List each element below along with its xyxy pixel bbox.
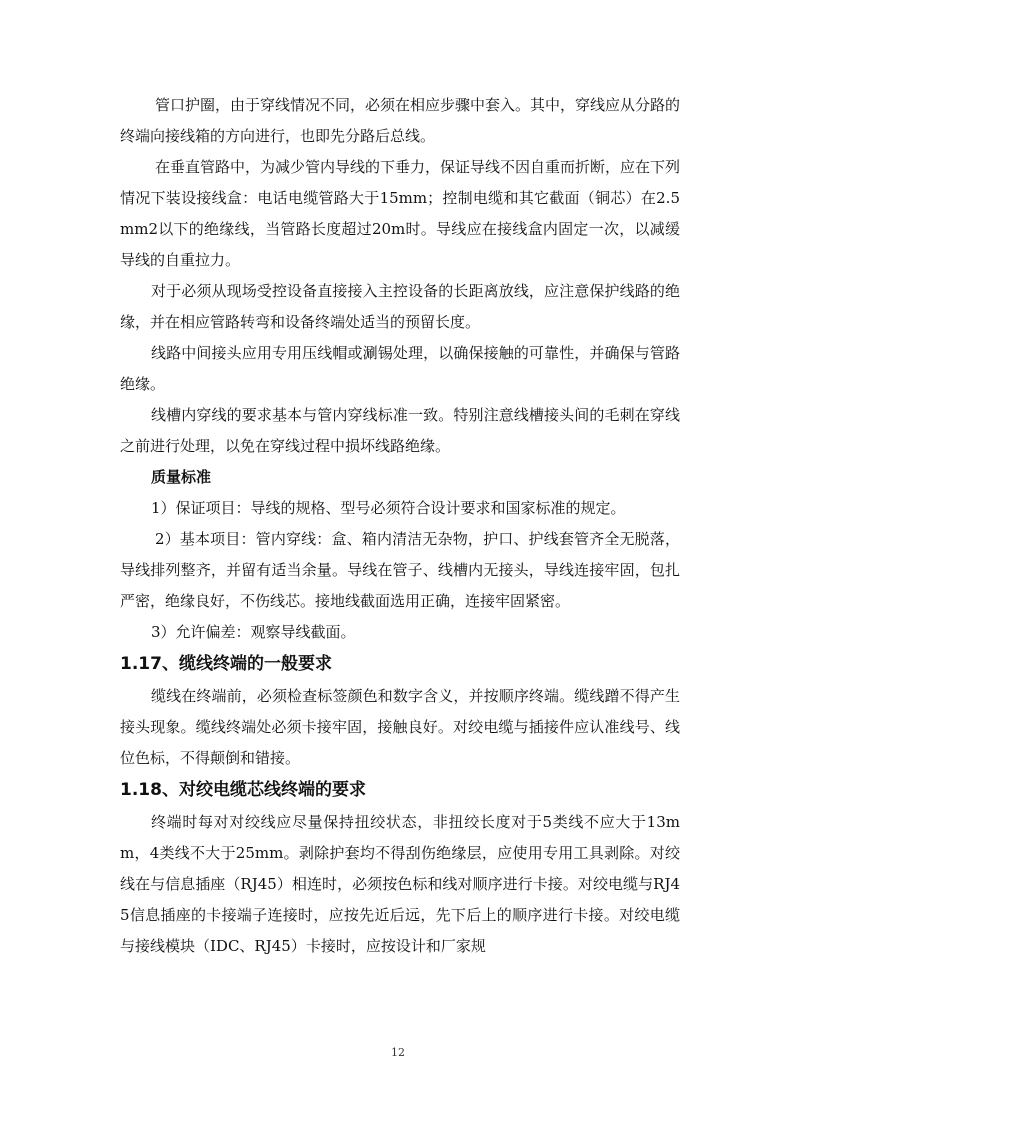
paragraph-vertical-conduit: 在垂直管路中，为减少管内导线的下垂力，保证导线不因自重而折断，应在下列情况下装设接线盒：电话电缆管路大于15mm；控制电缆和其它截面（铜芯）在2.5mm2以下的绝缘线，当管路长度超过20m时。导线应在接线盒内固定一次，以减缓导线的自重拉力。 xyxy=(120,158,681,269)
quality-item-basic: 2）基本项目：管内穿线：盒、箱内清洁无杂物，护口、护线套管齐全无脱落，导线排列整齐，并留有适当余量。导线在管子、线槽内无接头，导线连接牢固，包扎严密，绝缘良好，不伤线芯。接地线截面选用正确，连接牢固紧密。 xyxy=(120,530,680,610)
paragraph-twisted-pair-termination: 终端时每对对绞线应尽量保持扭绞状态，非扭绞长度对于5类线不应大于13mm，4类线不大于25mm。剥除护套均不得刮伤绝缘层，应使用专用工具剥除。对绞线在与信息插座（RJ45）相连时，必须按色标和线对顺序进行卡接。对绞电缆与RJ45信息插座的卡接端子连接时，应按先近后远，先下后上的顺序进行卡接。对绞电缆与接线模块（IDC、RJ45）卡接时，应按设计和厂家规 xyxy=(120,813,680,955)
section-heading-1-18: 1.18、对绞电缆芯线终端的要求 xyxy=(120,780,366,800)
paragraph-conduit-guard: 管口护圈，由于穿线情况不同，必须在相应步骤中套入。其中，穿线应从分路的终端向接线箱的方向进行，也即先分路后总线。 xyxy=(120,96,681,145)
quality-item-guaranteed: 1）保证项目：导线的规格、型号必须符合设计要求和国家标准的规定。 xyxy=(151,499,626,517)
section-heading-1-17: 1.17、缆线终端的一般要求 xyxy=(120,654,332,674)
quality-standard-title: 质量标准 xyxy=(151,468,212,486)
quality-item-tolerance: 3）允许偏差：观察导线截面。 xyxy=(151,623,356,641)
paragraph-long-distance-wiring: 对于必须从现场受控设备直接接入主控设备的长距离放线，应注意保护线路的绝缘，并在相应管路转弯和设备终端处适当的预留长度。 xyxy=(120,282,680,331)
paragraph-mid-joint: 线路中间接头应用专用压线帽或涮锡处理，以确保接触的可靠性，并确保与管路绝缘。 xyxy=(120,344,680,393)
paragraph-trunking-wiring: 线槽内穿线的要求基本与管内穿线标准一致。特别注意线槽接头间的毛刺在穿线之前进行处理，以免在穿线过程中损坏线路绝缘。 xyxy=(120,406,680,455)
page-content xyxy=(120,90,680,962)
page-number: 12 xyxy=(391,1046,405,1059)
paragraph-cable-termination: 缆线在终端前，必须检查标签颜色和数字含义，并按顺序终端。缆线蹭不得产生接头现象。缆线终端处必须卡接牢固，接触良好。对绞电缆与插接件应认准线号、线位色标，不得颠倒和错接。 xyxy=(120,687,680,767)
